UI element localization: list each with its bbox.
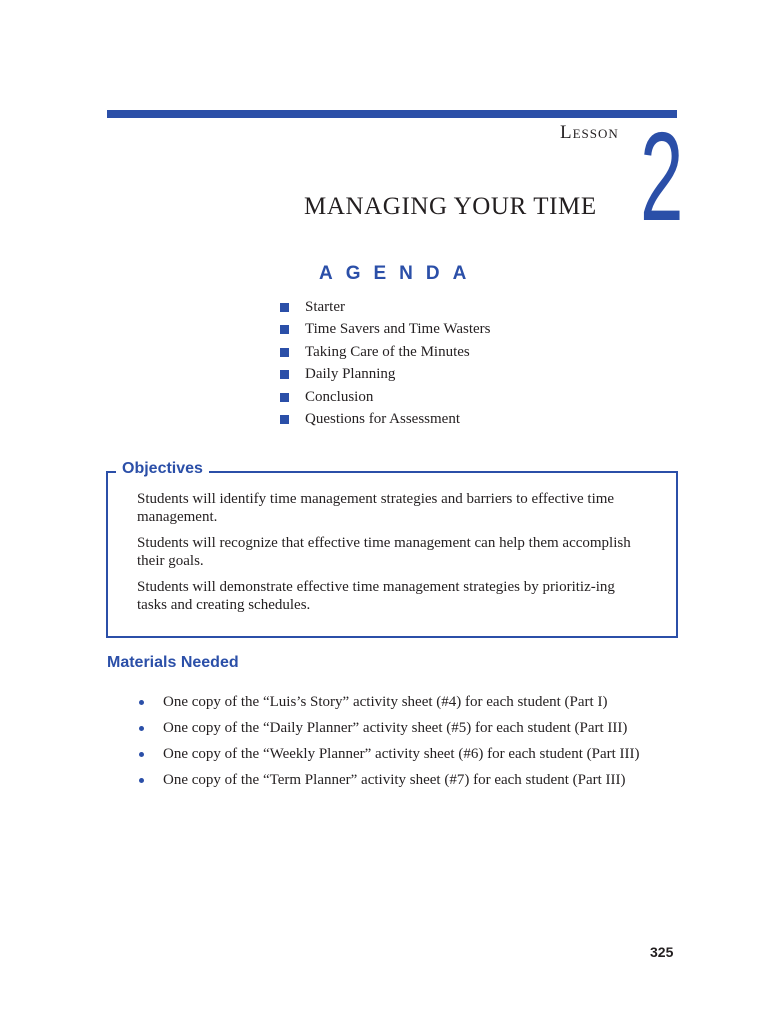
- material-item: [139, 715, 640, 741]
- objectives-list: [137, 490, 637, 622]
- agenda-item-label: Taking Care of the Minutes: [305, 343, 470, 360]
- bullet-dot-icon: [139, 700, 144, 705]
- agenda-item-label: Questions for Assessment: [305, 411, 460, 428]
- material-item-label: One copy of the “Weekly Planner” activity sheet (#6) for each student (Part III): [163, 745, 640, 762]
- bullet-dot-icon: [139, 726, 144, 731]
- agenda-item: [280, 341, 490, 364]
- lesson-label: Lesson: [560, 122, 619, 143]
- bullet-dot-icon: [139, 752, 144, 757]
- objective-item: Students will identify time management strategies and barriers to effective time management.: [137, 491, 615, 525]
- objective-item: Students will recognize that effective time management can help them accomplish their goals.: [137, 535, 631, 569]
- material-item: [139, 689, 640, 715]
- material-item: [139, 741, 640, 767]
- material-item: [139, 767, 640, 793]
- square-bullet-icon: [280, 325, 289, 334]
- agenda-item-label: Daily Planning: [305, 366, 396, 383]
- agenda-item: [280, 409, 490, 432]
- material-item-label: One copy of the “Term Planner” activity sheet (#7) for each student (Part III): [163, 771, 626, 788]
- agenda-heading: AGENDA: [319, 263, 480, 284]
- material-item-label: One copy of the “Daily Planner” activity sheet (#5) for each student (Part III): [163, 719, 628, 736]
- agenda-item: [280, 364, 490, 387]
- agenda-item: [280, 296, 490, 319]
- square-bullet-icon: [280, 303, 289, 312]
- page-number: 325: [650, 944, 674, 960]
- material-item-label: One copy of the “Luis’s Story” activity sheet (#4) for each student (Part I): [163, 693, 608, 710]
- objectives-title: Objectives: [116, 460, 209, 478]
- agenda-list: [280, 296, 490, 431]
- lesson-number: 2: [640, 106, 684, 247]
- bullet-dot-icon: [139, 778, 144, 783]
- agenda-item-label: Conclusion: [305, 388, 374, 405]
- agenda-item: [280, 319, 490, 342]
- square-bullet-icon: [280, 348, 289, 357]
- header-rule: [107, 110, 677, 118]
- square-bullet-icon: [280, 415, 289, 424]
- agenda-item-label: Time Savers and Time Wasters: [305, 321, 491, 338]
- agenda-item-label: Starter: [305, 298, 345, 315]
- page-title: MANAGING YOUR TIME: [304, 193, 597, 220]
- materials-list: [139, 689, 640, 793]
- materials-heading: Materials Needed: [107, 654, 239, 671]
- objective-item: Students will demonstrate effective time management strategies by prioritiz-ing tasks and creating schedules.: [137, 579, 615, 613]
- square-bullet-icon: [280, 393, 289, 402]
- agenda-item: [280, 386, 490, 409]
- square-bullet-icon: [280, 370, 289, 379]
